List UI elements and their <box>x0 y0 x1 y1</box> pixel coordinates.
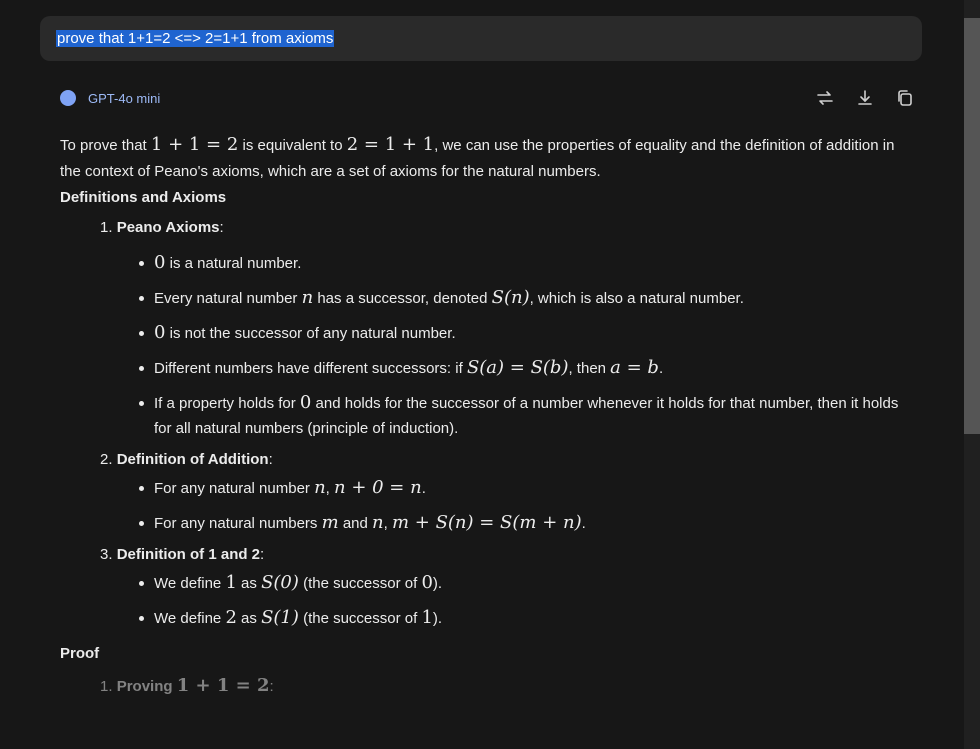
math-inline: S(0) <box>261 572 299 593</box>
bullet-list <box>82 570 910 631</box>
math-inline: 1 <box>421 607 433 628</box>
bullet-text: . <box>658 360 664 377</box>
bullet-text: as <box>236 610 262 627</box>
intro-text: is equivalent to <box>238 137 347 154</box>
list-item <box>132 320 910 346</box>
colon: : <box>260 546 265 563</box>
bullet-text: , which is also a natural number. <box>529 290 744 307</box>
list-item <box>60 542 910 631</box>
bullet-text: . <box>581 515 586 532</box>
list-item <box>132 250 910 276</box>
intro-paragraph <box>60 132 910 185</box>
bullet-text: ). <box>432 575 443 592</box>
math-inline: n <box>372 512 384 533</box>
copy-button[interactable] <box>895 88 915 113</box>
bullet-text: , then <box>568 360 611 377</box>
bullet-text: For any natural number <box>154 480 315 497</box>
list-title: Peano Axioms <box>116 219 220 236</box>
bullet-text: as <box>236 575 262 592</box>
bullet-text: is not the successor of any natural number. <box>165 325 456 342</box>
bullet-text: We define <box>154 575 226 592</box>
intro-text: To prove that <box>60 137 151 154</box>
math-inline: 0 <box>154 252 166 273</box>
bullet-text: , <box>325 480 335 497</box>
bullet-list <box>82 475 910 536</box>
prompt-text[interactable]: prove that 1+1=2 <=> 2=1+1 from axioms <box>57 30 334 47</box>
bullet-text: We define <box>154 610 226 627</box>
scrollbar-track[interactable] <box>964 0 980 749</box>
math-inline: 2 <box>225 607 237 628</box>
colon: : <box>269 678 274 695</box>
proof-list <box>60 673 910 700</box>
list-item <box>132 570 910 596</box>
bullet-text: is a natural number. <box>165 255 302 272</box>
regenerate-icon <box>815 88 835 108</box>
bullet-text: . <box>421 480 426 497</box>
list-item <box>132 390 910 441</box>
intro-text: , we can use the properties of equality and the definition of addition in the context of Peano's axioms, which are a set of axioms for the natural numbers. <box>60 137 895 180</box>
download-icon <box>855 88 875 108</box>
math-inline: 2 = 1 + 1 <box>346 134 435 155</box>
math-inline: S(n) <box>491 287 530 308</box>
list-item <box>60 673 910 700</box>
list-number: 1. <box>100 219 113 236</box>
bullet-text: If a property holds for <box>154 395 300 412</box>
math-inline: 1 <box>225 572 237 593</box>
bullet-text: Every natural number <box>154 290 302 307</box>
download-button[interactable] <box>855 88 875 113</box>
math-inline: 0 <box>154 322 166 343</box>
list-item <box>132 285 910 311</box>
math-inline: a = b <box>610 357 659 378</box>
bullet-list <box>82 250 910 441</box>
colon: : <box>268 451 273 468</box>
model-avatar <box>60 90 76 106</box>
bullet-text: ). <box>432 610 443 627</box>
list-number: 1. <box>100 678 113 695</box>
math-inline: 1 + 1 = 2 <box>150 134 239 155</box>
assistant-response <box>60 132 910 700</box>
math-inline: m + S(n) = S(m + n) <box>391 512 582 533</box>
list-number: 3. <box>100 546 113 563</box>
section-title-definitions: Definitions and Axioms <box>60 189 227 206</box>
scrollbar-thumb[interactable] <box>964 18 980 434</box>
list-title: Definition of Addition <box>116 451 269 468</box>
bullet-text: (the successor of <box>298 575 422 592</box>
bullet-text: (the successor of <box>298 610 422 627</box>
math-inline: S(1) <box>261 607 299 628</box>
bullet-text: and <box>338 515 373 532</box>
bullet-text: Different numbers have different successors: if <box>154 360 467 377</box>
list-item <box>132 605 910 631</box>
math-inline: n <box>314 477 326 498</box>
bullet-text: For any natural numbers <box>154 515 322 532</box>
math-inline: m <box>321 512 339 533</box>
math-inline: S(a) = S(b) <box>466 357 569 378</box>
list-number: 2. <box>100 451 113 468</box>
copy-icon <box>895 88 915 108</box>
bullet-text: , <box>383 515 392 532</box>
list-item <box>132 475 910 501</box>
bullet-text: has a successor, denoted <box>313 290 492 307</box>
prompt-bar[interactable] <box>40 16 922 61</box>
math-inline: n <box>301 287 314 308</box>
section-title-proof: Proof <box>60 645 100 662</box>
math-inline: n + 0 = n <box>334 477 422 498</box>
bullet-text: and holds for the successor of a number whenever it holds for that number, then it holds for all natural numbers (principle of induction). <box>154 395 899 437</box>
math-inline: 1 + 1 = 2 <box>176 675 270 696</box>
math-inline: 0 <box>299 392 312 413</box>
math-inline: 0 <box>421 572 433 593</box>
list-item <box>132 355 910 381</box>
list-item <box>60 447 910 536</box>
definitions-list <box>60 215 910 631</box>
list-title: Definition of 1 and 2 <box>116 546 261 563</box>
colon: : <box>219 219 224 236</box>
list-item <box>60 215 910 441</box>
list-item <box>132 510 910 536</box>
regenerate-button[interactable] <box>815 88 835 113</box>
model-name: GPT-4o mini <box>88 91 161 106</box>
list-title: Proving <box>116 678 177 695</box>
